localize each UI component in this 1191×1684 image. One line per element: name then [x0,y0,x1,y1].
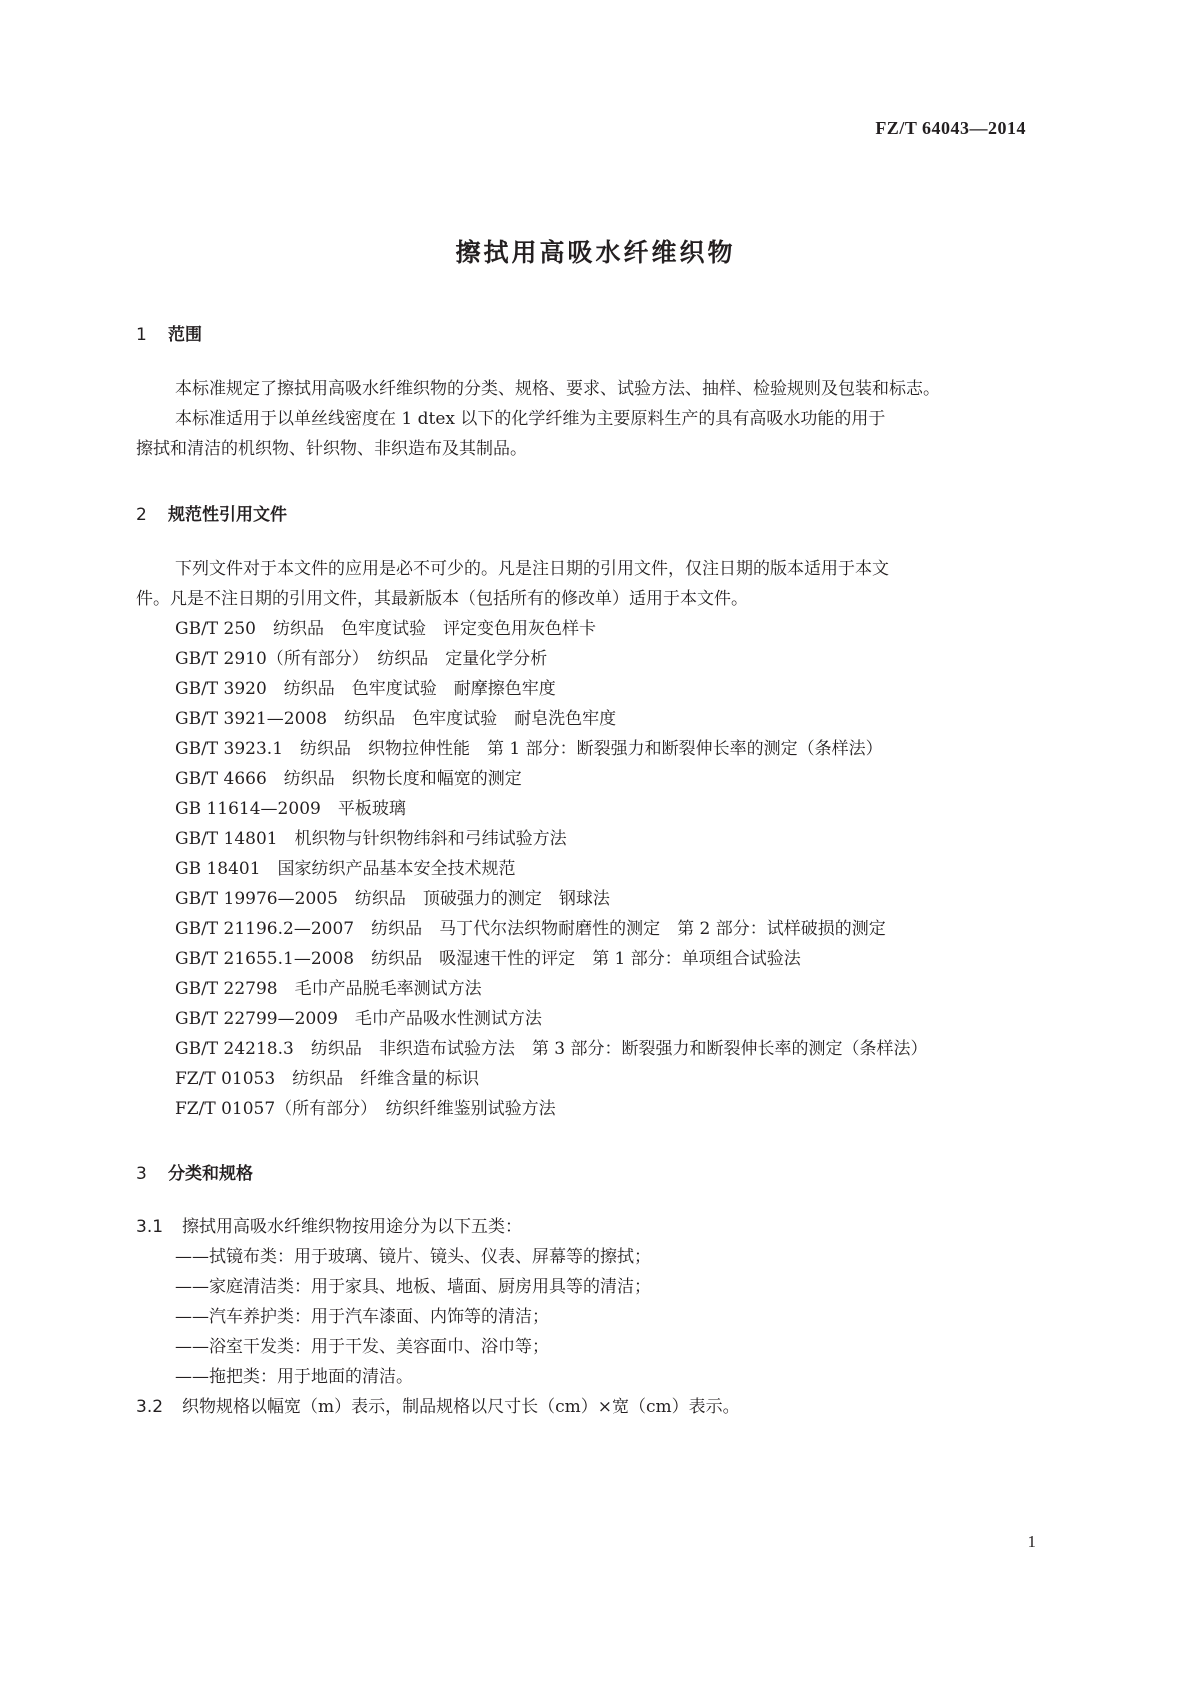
reference-item: GB/T 24218.3 纺织品 非织造布试验方法 第 3 部分：断裂强力和断裂伸长率的测定（条样法） [175,1039,928,1059]
reference-item: GB/T 3921—2008 纺织品 色牢度试验 耐皂洗色牢度 [175,709,617,729]
document-title: 擦拭用高吸水纤维织物 [455,238,736,267]
reference-item: GB/T 3923.1 纺织品 织物拉伸性能 第 1 部分：断裂强力和断裂伸长率的测定（条样法） [175,739,883,759]
section-title: 分类和规格 [168,1164,253,1184]
standard-code: FZ/T 64043—2014 [875,118,1026,138]
reference-item: FZ/T 01053 纺织品 纤维含量的标识 [175,1069,480,1089]
clause-number: 3.2 [136,1397,164,1417]
section-number: 2 [136,505,147,525]
reference-item: GB/T 2910（所有部分） 纺织品 定量化学分析 [175,649,548,669]
category-item: ——拖把类：用于地面的清洁。 [175,1367,413,1387]
category-item: ——拭镜布类：用于玻璃、镜片、镜头、仪表、屏幕等的擦拭； [175,1247,651,1267]
reference-item: GB/T 14801 机织物与针织物纬斜和弓纬试验方法 [175,829,567,849]
section-number: 1 [136,325,147,345]
references-intro-line-1: 下列文件对于本文件的应用是必不可少的。凡是注日期的引用文件，仅注日期的版本适用于本文 [175,559,889,579]
section-number: 3 [136,1164,147,1184]
scope-paragraph-2-line-1: 本标准适用于以单丝线密度在 1 dtex 以下的化学纤维为主要原料生产的具有高吸水功能的用于 [175,409,886,429]
reference-item: GB/T 4666 纺织品 织物长度和幅宽的测定 [175,769,522,789]
reference-item: GB/T 250 纺织品 色牢度试验 评定变色用灰色样卡 [175,619,596,639]
clause-3-2 [136,1396,740,1418]
category-item: ——汽车养护类：用于汽车漆面、内饰等的清洁； [175,1307,549,1327]
reference-item: GB/T 21655.1—2008 纺织品 吸湿速干性的评定 第 1 部分：单项组合试验法 [175,949,801,969]
reference-item: GB 11614—2009 平板玻璃 [175,799,406,819]
category-item: ——浴室干发类：用于干发、美容面巾、浴巾等； [175,1337,549,1357]
reference-item: GB/T 19976—2005 纺织品 顶破强力的测定 钢球法 [175,889,610,909]
clause-number: 3.1 [136,1217,164,1237]
category-item: ——家庭清洁类：用于家具、地板、墙面、厨房用具等的清洁； [175,1277,651,1297]
references-intro-line-2: 件。凡是不注日期的引用文件，其最新版本（包括所有的修改单）适用于本文件。 [136,589,748,609]
section-title: 范围 [168,325,202,345]
clause-3-1 [136,1216,522,1238]
section-title: 规范性引用文件 [168,505,287,525]
clause-text: 擦拭用高吸水纤维织物按用途分为以下五类： [182,1217,522,1237]
section-heading-classification [136,1159,253,1184]
reference-item: GB/T 21196.2—2007 纺织品 马丁代尔法织物耐磨性的测定 第 2 部分：试样破损的测定 [175,919,886,939]
section-heading-scope [136,320,202,345]
reference-item: GB 18401 国家纺织产品基本安全技术规范 [175,859,516,879]
section-heading-normative-references [136,500,287,525]
scope-paragraph-1: 本标准规定了擦拭用高吸水纤维织物的分类、规格、要求、试验方法、抽样、检验规则及包装和标志。 [175,379,940,399]
reference-item: GB/T 3920 纺织品 色牢度试验 耐摩擦色牢度 [175,679,556,699]
scope-paragraph-2-line-2: 擦拭和清洁的机织物、针织物、非织造布及其制品。 [136,439,527,459]
reference-item: GB/T 22799—2009 毛巾产品吸水性测试方法 [175,1009,542,1029]
reference-item: FZ/T 01057（所有部分） 纺织纤维鉴别试验方法 [175,1099,556,1119]
reference-item: GB/T 22798 毛巾产品脱毛率测试方法 [175,979,482,999]
clause-text: 织物规格以幅宽（m）表示，制品规格以尺寸长（cm）×宽（cm）表示。 [182,1397,740,1417]
page-number: 1 [1027,1532,1036,1551]
